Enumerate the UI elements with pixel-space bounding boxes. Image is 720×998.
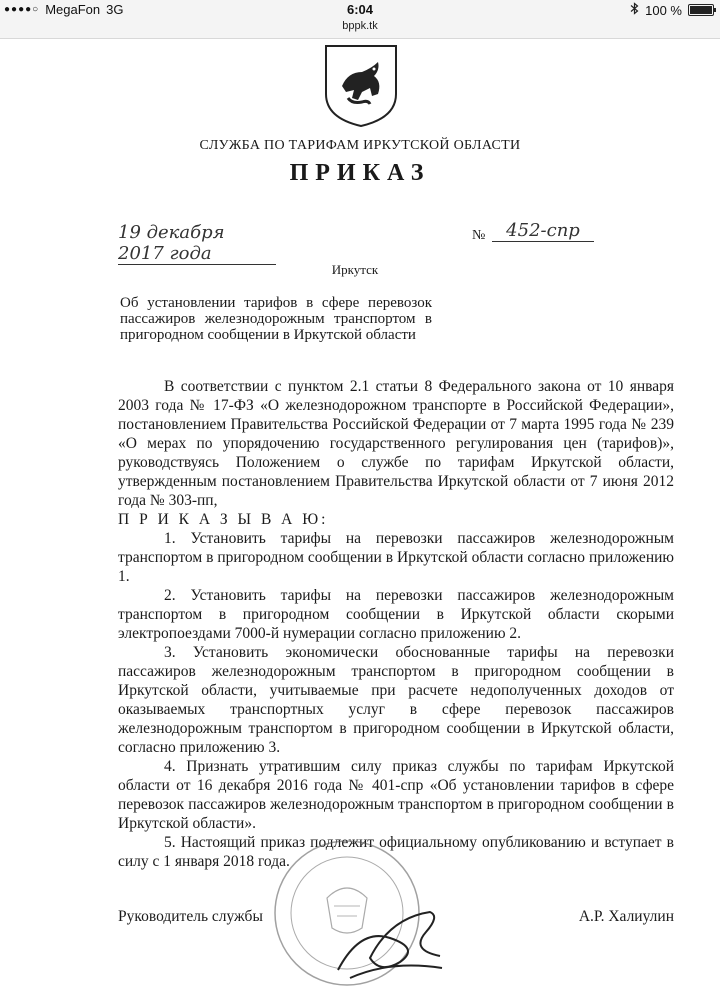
handwritten-signature	[330, 898, 450, 988]
url-bar[interactable]	[0, 20, 720, 39]
preamble: В соответствии с пунктом 2.1 статьи 8 Федерального закона от 10 января 2003 года № 17-ФЗ «О железнодорожном транспорте в Российской Федерации», постановлением Правительства Российской Федерации от 7 марта 1995 года № 239 «О мерах по упорядочению государственного регулирования цен (тарифов)», руководствуясь Положением о службе по тарифам Иркутской области, утвержденным постановлением Правительства Иркутской области от 7 июня 2012 года № 303-пп,	[118, 378, 674, 509]
battery-level	[690, 6, 712, 14]
bluetooth-icon	[630, 2, 639, 18]
order-item: 4. Признать утратившим силу приказ службы по тарифам Иркутской области от 16 декабря 2016 года № 401-спр «Об установлении тарифов в сфере перевозок пассажиров железнодорожным транспортом в пригородном сообщении в Иркутской области».	[118, 758, 674, 832]
order-body	[118, 377, 674, 871]
signal-dots-icon: ●●●●○	[4, 4, 40, 15]
status-time: 6:04	[346, 2, 374, 17]
order-number-label: №	[472, 228, 486, 243]
status-right	[630, 2, 714, 18]
irkutsk-coat-of-arms-icon	[322, 42, 400, 128]
signature-name: А.Р. Халиулин	[578, 908, 674, 925]
document-title: ПРИКАЗ	[289, 160, 431, 186]
order-city: Иркутск	[331, 262, 379, 277]
signature-role: Руководитель службы	[118, 908, 263, 925]
agency-name: СЛУЖБА ПО ТАРИФАМ ИРКУТСКОЙ ОБЛАСТИ	[199, 138, 521, 153]
status-bar	[0, 0, 720, 20]
order-item: 5. Настоящий приказ подлежит официальному опубликованию и вступает в силу с 1 января 2018 года.	[118, 834, 674, 870]
network-type: 3G	[106, 2, 124, 17]
order-item: 1. Установить тарифы на перевозки пассажиров железнодорожным транспортом в пригородном сообщении в Иркутской области согласно приложению 1.	[118, 530, 674, 585]
document-page	[0, 38, 720, 960]
order-subject: Об установлении тарифов в сфере перевозок пассажиров железнодорожным транспортом в пригородном сообщении в Иркутской области	[120, 295, 432, 343]
url-text: bppk.tk	[342, 20, 378, 32]
battery-icon	[688, 4, 714, 16]
order-item: 2. Установить тарифы на перевозки пассажиров железнодорожным транспортом в пригородном сообщении в Иркутской области скорыми электропоездами 7000-й нумерации согласно приложению 2.	[118, 587, 674, 642]
decree-word: П Р И К А З Ы В А Ю:	[118, 511, 329, 528]
battery-percent: 100 %	[645, 2, 682, 18]
order-date: 19 декабря 2017 года	[118, 222, 276, 265]
carrier-name: MegaFon	[45, 2, 101, 17]
order-number: 452-спр	[492, 220, 594, 242]
order-item: 3. Установить экономически обоснованные тарифы на перевозки пассажиров железнодорожным транспортом в пригородном сообщении в Иркутской области, учитываемые при расчете недополученных доходов от оказываемых транспортных услуг в сфере перевозок пассажиров железнодорожным транспортом в пригородном сообщении в Иркутской области, согласно приложению 3.	[118, 644, 674, 756]
